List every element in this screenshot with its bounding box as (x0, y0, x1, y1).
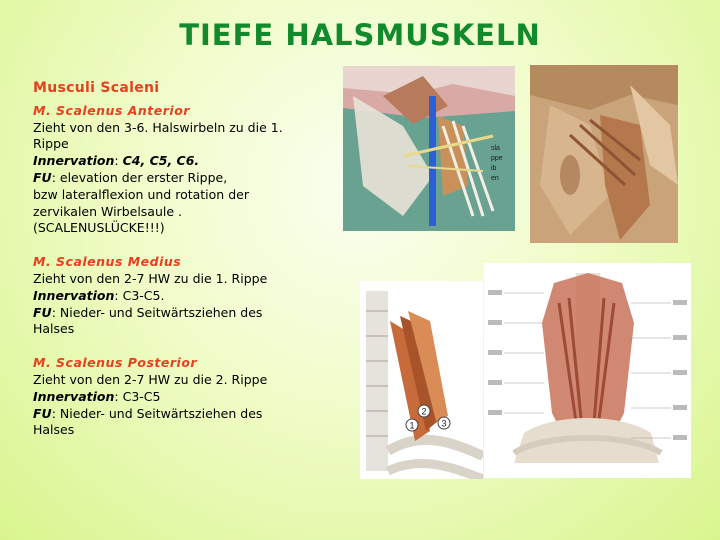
innervation-value: C4, C5, C6. (122, 153, 200, 169)
medius-function-line2: Halses (33, 321, 75, 337)
posterior-origin-line: Zieht von den 2-7 HW zu die 2. Rippe (33, 371, 268, 387)
innervation-label: Innervation (33, 287, 115, 303)
anterior-neck-muscles-image (484, 263, 691, 478)
anterior-origin-line1: Zieht von den 3-6. Halswirbeln zu die 1. (33, 119, 283, 135)
posterior-innervation (33, 389, 333, 406)
numbered-scalene-image (360, 281, 483, 479)
fu-text: : elevation der erster Rippe, (51, 169, 228, 185)
fu-label: FU (33, 405, 52, 421)
muscle-number: 3 (441, 418, 447, 429)
scalene-illustration-image (343, 66, 515, 231)
fu-text: : Nieder- und Seitwärtsziehen des (51, 405, 263, 421)
medius-innervation (33, 288, 333, 305)
dissection-photo-image (530, 65, 678, 243)
anterior-innervation: Innervation: C4, C5, C6. (33, 153, 200, 169)
innervation-value: : C3-C5. (114, 287, 165, 303)
posterior-function-line2: Halses (33, 422, 75, 438)
anterior-function-line2: bzw lateralflexion und rotation der (33, 186, 249, 202)
medius-function-line1 (33, 305, 333, 322)
scalenus-medius-block (33, 254, 333, 338)
scalenus-anterior-name: M. Scalenus Anterior (33, 102, 190, 118)
side-label: sla (491, 145, 500, 152)
anterior-function-line4: (SCALENUSLÜCKE!!!) (33, 220, 165, 236)
scalenus-anterior-block (33, 103, 333, 237)
scalenus-posterior-block (33, 355, 333, 439)
fu-text: : Nieder- und Seitwärtsziehen des (51, 304, 263, 320)
side-label: ib (491, 165, 497, 172)
side-label: en (491, 175, 499, 182)
section-heading: Musculi Scaleni (33, 80, 160, 96)
side-label: ppe (491, 155, 503, 162)
medius-origin-line: Zieht von den 2-7 HW zu die 1. Rippe (33, 270, 268, 286)
text-column (33, 80, 333, 439)
scalenus-medius-name: M. Scalenus Medius (33, 254, 182, 270)
posterior-function-line1 (33, 406, 333, 423)
anterior-function-line3: zervikalen Wirbelsaule . (33, 203, 182, 219)
innervation-label: Innervation (33, 388, 115, 404)
innervation-value: : C3-C5 (114, 388, 161, 404)
page-title: TIEFE HALSMUSKELN (179, 18, 541, 52)
innervation-label: Innervation (33, 153, 115, 169)
muscle-number: 2 (421, 406, 427, 417)
anterior-origin-line2: Rippe (33, 136, 69, 152)
fu-label: FU (33, 304, 52, 320)
scalenus-posterior-name: M. Scalenus Posterior (33, 355, 198, 371)
anterior-function-line1 (33, 170, 333, 187)
fu-label: FU (33, 169, 52, 185)
muscle-number: 1 (409, 420, 415, 431)
